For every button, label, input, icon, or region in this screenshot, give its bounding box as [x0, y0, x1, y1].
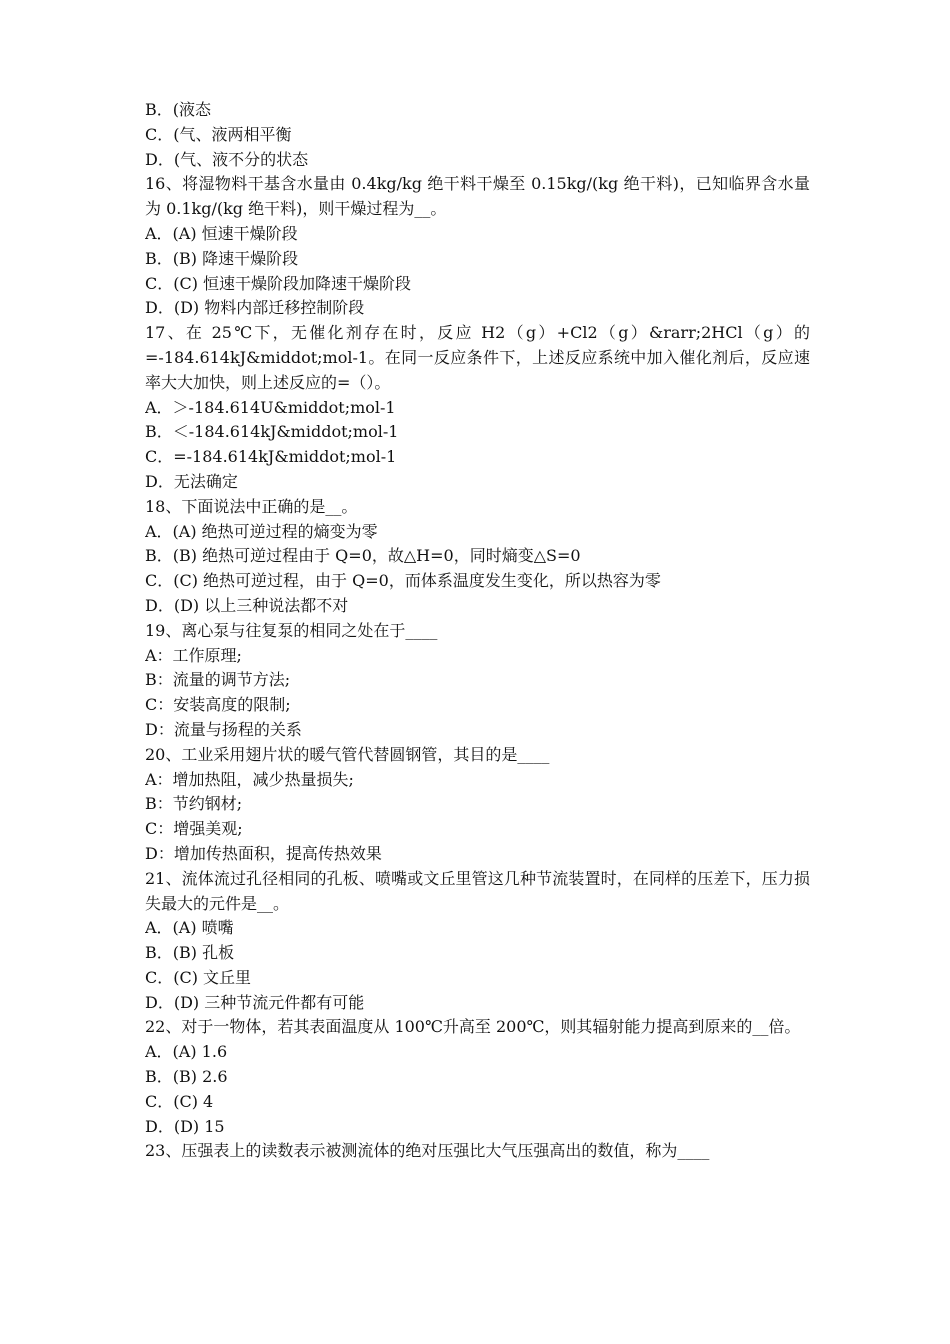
question-20: 20、工业采用翅片状的暖气管代替圆钢管，其目的是____	[145, 744, 550, 764]
option-line: B．(B) 孔板	[145, 943, 235, 963]
option-line: A．＞-184.614U&middot;mol-1	[145, 397, 396, 417]
option-line: C．(C) 文丘里	[145, 967, 252, 987]
question-19: 19、离心泵与往复泵的相同之处在于____	[145, 620, 438, 640]
option-line: A：增加热阻，减少热量损失;	[145, 769, 354, 789]
question-16: 16、将湿物料干基含水量由 0.4kg/kg 绝干料干燥至 0.15kg/(kg 绝干料)，已知临界含水量为 0.1kg/(kg 绝干料)，则干燥过程为__。	[145, 174, 810, 219]
option-line: C：安装高度的限制;	[145, 695, 291, 715]
option-line: D．(D) 物料内部迁移控制阶段	[145, 298, 365, 318]
option-line: B．(B) 2.6	[145, 1067, 228, 1087]
question-23: 23、压强表上的读数表示被测流体的绝对压强比大气压强高出的数值，称为____	[145, 1141, 710, 1161]
option-line: B：节约钢材;	[145, 794, 243, 814]
option-line: A．(A) 喷嘴	[145, 918, 234, 938]
option-line: A．(A) 绝热可逆过程的熵变为零	[145, 521, 378, 541]
option-line: B．＜-184.614kJ&middot;mol-1	[145, 422, 399, 442]
option-line: B：流量的调节方法;	[145, 670, 291, 690]
option-line: C．(气、液两相平衡	[145, 124, 292, 144]
question-22: 22、对于一物体，若其表面温度从 100℃升高至 200℃，则其辐射能力提高到原来的__倍。	[145, 1017, 801, 1037]
option-line: C．(C) 绝热可逆过程，由于 Q=0，而体系温度发生变化，所以热容为零	[145, 571, 661, 591]
option-line: D：增加传热面积，提高传热效果	[145, 843, 382, 863]
document-body	[145, 98, 810, 1164]
option-line: D．(D) 三种节流元件都有可能	[145, 992, 365, 1012]
option-line: B．(B) 降速干燥阶段	[145, 248, 299, 268]
option-line: C．(C) 恒速干燥阶段加降速干燥阶段	[145, 273, 412, 293]
option-line: D：流量与扬程的关系	[145, 719, 302, 739]
question-21: 21、流体流过孔径相同的孔板、喷嘴或文丘里管这几种节流装置时，在同样的压差下，压力损失最大的元件是__。	[145, 868, 810, 913]
option-line: D．无法确定	[145, 471, 238, 491]
question-18: 18、下面说法中正确的是__。	[145, 496, 358, 516]
option-line: C：增强美观;	[145, 819, 243, 839]
question-17: 17、在 25℃下，无催化剂存在时，反应 H2（g）+Cl2（g）&rarr;2HCl（g）的=-184.614kJ&middot;mol-1。在同一反应条件下，上述反应系统中加入催化剂后，反应速率大大加快，则上述反应的=（）。	[145, 323, 810, 392]
option-line: B．(B) 绝热可逆过程由于 Q=0，故△H=0，同时熵变△S=0	[145, 546, 581, 566]
option-line: A：工作原理;	[145, 645, 242, 665]
option-line: A．(A) 恒速干燥阶段	[145, 223, 298, 243]
option-line: C．=-184.614kJ&middot;mol-1	[145, 447, 397, 467]
option-line: D．(D) 15	[145, 1116, 225, 1136]
option-line: C．(C) 4	[145, 1091, 214, 1111]
option-line: B．(液态	[145, 100, 212, 119]
option-line: D．(气、液不分的状态	[145, 149, 309, 169]
option-line: A．(A) 1.6	[145, 1042, 228, 1062]
option-line: D．(D) 以上三种说法都不对	[145, 595, 349, 615]
